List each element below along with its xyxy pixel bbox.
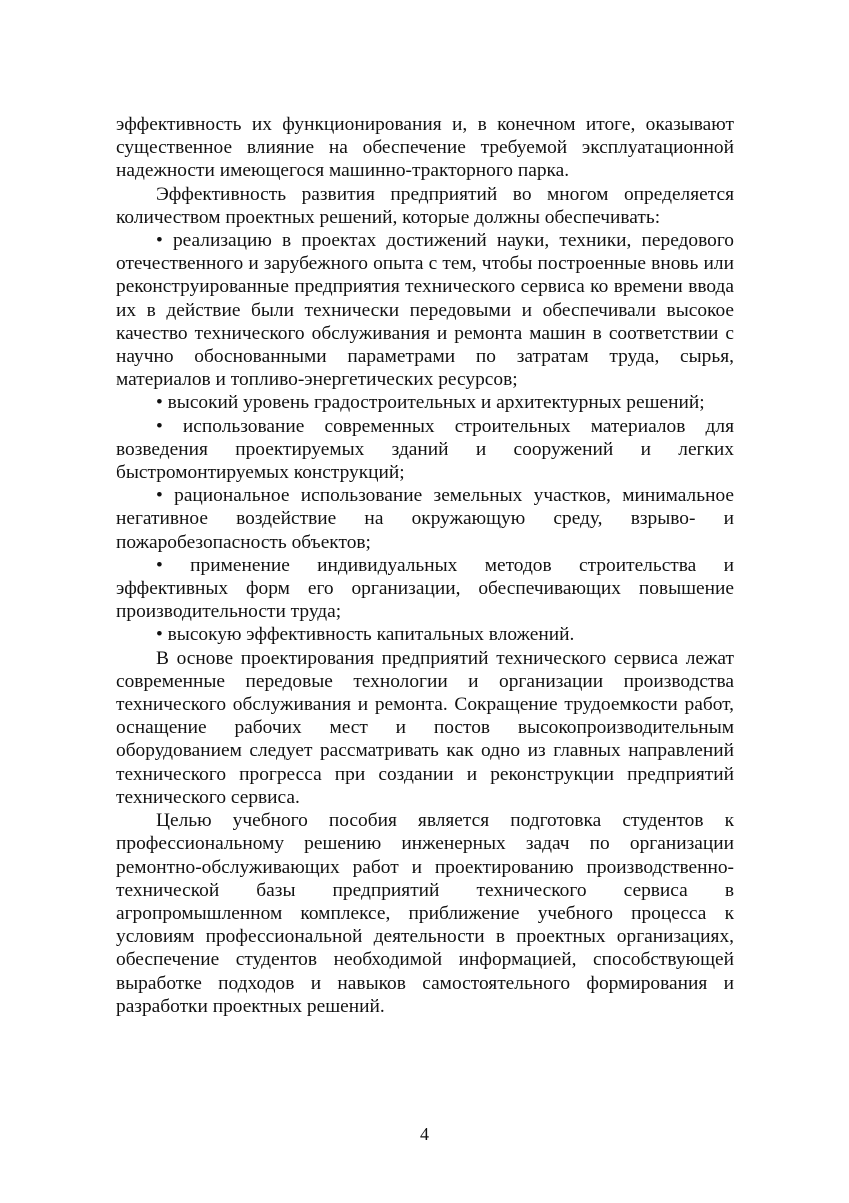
paragraph-continuation: эффективность их функционирования и, в конечном итоге, оказывают существенное влияние на обеспечение требуемой эксплуатационной надежности имеющегося машинно-тракторного парка. xyxy=(116,114,734,182)
bullet-item: • рациональное использование земельных участков, минимальное негативное воздействие на окружающую среду, взрыво- и пожаробезопасность объектов; xyxy=(116,485,734,553)
paragraph-design-basis: В основе проектирования предприятий технического сервиса лежат современные передовые технологии и организации производства технического обслуживания и ремонта. Сокращение трудоемкости работ, оснащение рабочих мест и постов высокопроизводительным оборудованием следует рассматривать как одно из главных направлений технического прогресса при создании и реконструкции предприятий технического сервиса. xyxy=(116,647,734,808)
bullet-item: • использование современных строительных материалов для возведения проектируемых зданий и сооружений и легких быстромонтируемых конструкций; xyxy=(116,415,734,484)
body-text xyxy=(116,113,734,1018)
bullet-item: • реализацию в проектах достижений науки, техники, передового отечественного и зарубежного опыта с тем, чтобы построенные вновь или реконструированные предприятия технического сервиса ко времени ввода их в действие были технически передовыми и обеспечивали высокое качество технического обслуживания и ремонта машин в соответствии с научно обоснованными параметрами по затратам труда, сырья, материалов и топливо-энергетических ресурсов; xyxy=(116,230,734,391)
paragraph-purpose: Целью учебного пособия является подготовка студентов к профессиональному решению инженерных задач по организации ремонтно-обслуживающих работ и проектированию производственно-технической базы предприятий технического сервиса в агропромышленном комплексе, приближение учебного процесса к условиям профессиональной деятельности в проектных организациях, обеспечение студентов необходимой информацией, способствующей выработке подходов и навыков самостоятельного формирования и разработки проектных решений. xyxy=(116,810,734,1017)
bullet-item: • высокий уровень градостроительных и архитектурных решений; xyxy=(156,392,705,414)
page-number: 4 xyxy=(420,1124,429,1144)
bullet-item: • высокую эффективность капитальных вложений. xyxy=(156,624,575,646)
paragraph-efficiency: Эффективность развития предприятий во многом определяется количеством проектных решений, которые должны обеспечивать: xyxy=(116,183,734,228)
bullet-item: • применение индивидуальных методов строительства и эффективных форм его организации, обеспечивающих повышение производительности труда; xyxy=(116,554,734,623)
